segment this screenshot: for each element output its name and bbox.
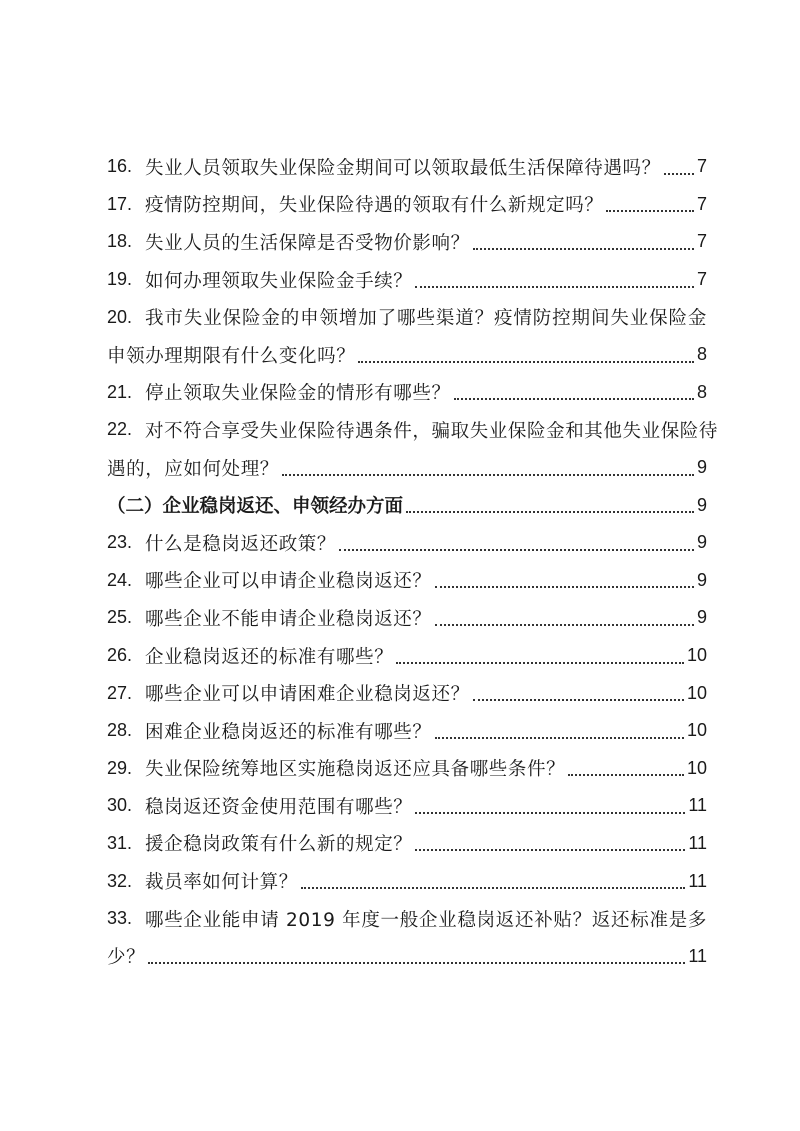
page-number: 11 [688, 832, 707, 853]
page-number: 10 [686, 682, 707, 703]
dot-leader [568, 774, 684, 776]
entry-number: 18. [107, 231, 133, 252]
toc-entry[interactable] [107, 674, 707, 712]
dot-leader [473, 699, 684, 701]
dot-leader [396, 662, 684, 664]
toc-entry[interactable] [107, 261, 707, 299]
page-number: 7 [696, 193, 707, 214]
toc-entry[interactable] [107, 825, 707, 863]
entry-title: 企业稳岗返还的标准有哪些？ [145, 646, 394, 668]
entry-number: 17. [107, 193, 133, 214]
entry-number: 16. [107, 156, 133, 177]
toc-entry[interactable] [107, 298, 707, 336]
entry-title: 失业人员领取失业保险金期间可以领取最低生活保障待遇吗？ [145, 157, 661, 179]
entry-number: 33. [107, 908, 133, 929]
page-number: 11 [688, 795, 707, 816]
page-number: 8 [696, 381, 707, 402]
toc-entry[interactable] [107, 750, 707, 788]
dot-leader [148, 962, 685, 964]
toc-entry[interactable] [107, 599, 707, 637]
entry-title-continued: 遇的，应如何处理？ [107, 458, 279, 480]
entry-title: 失业人员的生活保障是否受物价影响？ [145, 232, 470, 254]
toc-entry[interactable] [107, 411, 719, 449]
page-number: 10 [686, 645, 707, 666]
entry-title: 失业保险统筹地区实施稳岗返还应具备哪些条件？ [145, 759, 566, 781]
page-number: 9 [696, 607, 707, 628]
entry-title: 哪些企业可以申请困难企业稳岗返还？ [145, 684, 470, 706]
entry-title: 对不符合享受失业保险待遇条件，骗取失业保险金和其他失业保险待 [145, 420, 719, 442]
dot-leader [415, 286, 694, 288]
toc-entry-continuation[interactable] [107, 449, 707, 487]
dot-leader [435, 737, 684, 739]
entry-number: 25. [107, 607, 133, 628]
entry-title: 哪些企业可以申请企业稳岗返还？ [145, 571, 432, 593]
entry-title: 困难企业稳岗返还的标准有哪些？ [145, 721, 432, 743]
dot-leader [664, 173, 694, 175]
dot-leader [435, 586, 694, 588]
page-number: 10 [686, 720, 707, 741]
page-number: 10 [686, 757, 707, 778]
dot-leader [454, 398, 694, 400]
entry-number: 29. [107, 757, 133, 778]
toc-entry[interactable] [107, 712, 707, 750]
entry-number: 26. [107, 645, 133, 666]
entry-title: 什么是稳岗返还政策？ [145, 533, 337, 555]
entry-number: 28. [107, 720, 133, 741]
entry-title: 稳岗返还资金使用范围有哪些？ [145, 796, 413, 818]
entry-title: 哪些企业不能申请企业稳岗返还？ [145, 608, 432, 630]
entry-title: 援企稳岗政策有什么新的规定？ [145, 834, 413, 856]
entry-number: 32. [107, 870, 133, 891]
toc-entry[interactable] [107, 186, 707, 224]
dot-leader [282, 474, 694, 476]
dot-leader [473, 248, 694, 250]
toc-entry[interactable] [107, 787, 707, 825]
toc-section-heading[interactable] [107, 486, 707, 524]
toc-entry-continuation[interactable] [107, 937, 707, 975]
entry-number: 19. [107, 269, 133, 290]
entry-title: 如何办理领取失业保险金手续？ [145, 270, 413, 292]
page-number: 11 [688, 870, 707, 891]
toc-entry[interactable] [107, 223, 707, 261]
toc-entry[interactable] [107, 862, 707, 900]
page-number: 7 [696, 269, 707, 290]
entry-title: 疫情防控期间，失业保险待遇的领取有什么新规定吗？ [145, 195, 604, 217]
dot-leader [435, 624, 694, 626]
entry-number: 27. [107, 682, 133, 703]
dot-leader [415, 849, 685, 851]
entry-number: 23. [107, 532, 133, 553]
entry-number: 31. [107, 832, 133, 853]
dot-leader [415, 812, 685, 814]
entry-number: 30. [107, 795, 133, 816]
dot-leader [406, 511, 694, 513]
toc-entry[interactable] [107, 374, 707, 412]
table-of-contents [107, 148, 719, 975]
page-number: 7 [696, 156, 707, 177]
entry-number: 24. [107, 569, 133, 590]
toc-entry[interactable] [107, 148, 707, 186]
page-number: 9 [696, 569, 707, 590]
entry-title: 我市失业保险金的申领增加了哪些渠道？疫情防控期间失业保险金 [145, 308, 707, 330]
entry-number: 20. [107, 306, 133, 327]
toc-entry[interactable] [107, 637, 707, 675]
toc-entry[interactable] [107, 562, 707, 600]
entry-number: 21. [107, 381, 133, 402]
dot-leader [339, 549, 694, 551]
entry-title-continued: 少？ [107, 947, 146, 969]
page-number: 9 [696, 457, 707, 478]
entry-number: 22. [107, 419, 133, 440]
entry-title-continued: 申领办理期限有什么变化吗？ [107, 345, 356, 367]
page-number: 9 [696, 494, 707, 515]
page-number: 9 [696, 532, 707, 553]
entry-title: 哪些企业能申请 2019 年度一般企业稳岗返还补贴？返还标准是多 [145, 909, 707, 931]
toc-entry-continuation[interactable] [107, 336, 707, 374]
entry-title: 停止领取失业保险金的情形有哪些？ [145, 383, 451, 405]
dot-leader [358, 361, 694, 363]
page-number: 11 [688, 945, 707, 966]
page-number: 7 [696, 231, 707, 252]
toc-entry[interactable] [107, 900, 707, 938]
dot-leader [606, 210, 694, 212]
toc-entry[interactable] [107, 524, 707, 562]
entry-title: 裁员率如何计算？ [145, 872, 298, 894]
page-number: 8 [696, 344, 707, 365]
entry-title: （二）企业稳岗返还、申领经办方面 [107, 496, 404, 518]
dot-leader [301, 887, 686, 889]
